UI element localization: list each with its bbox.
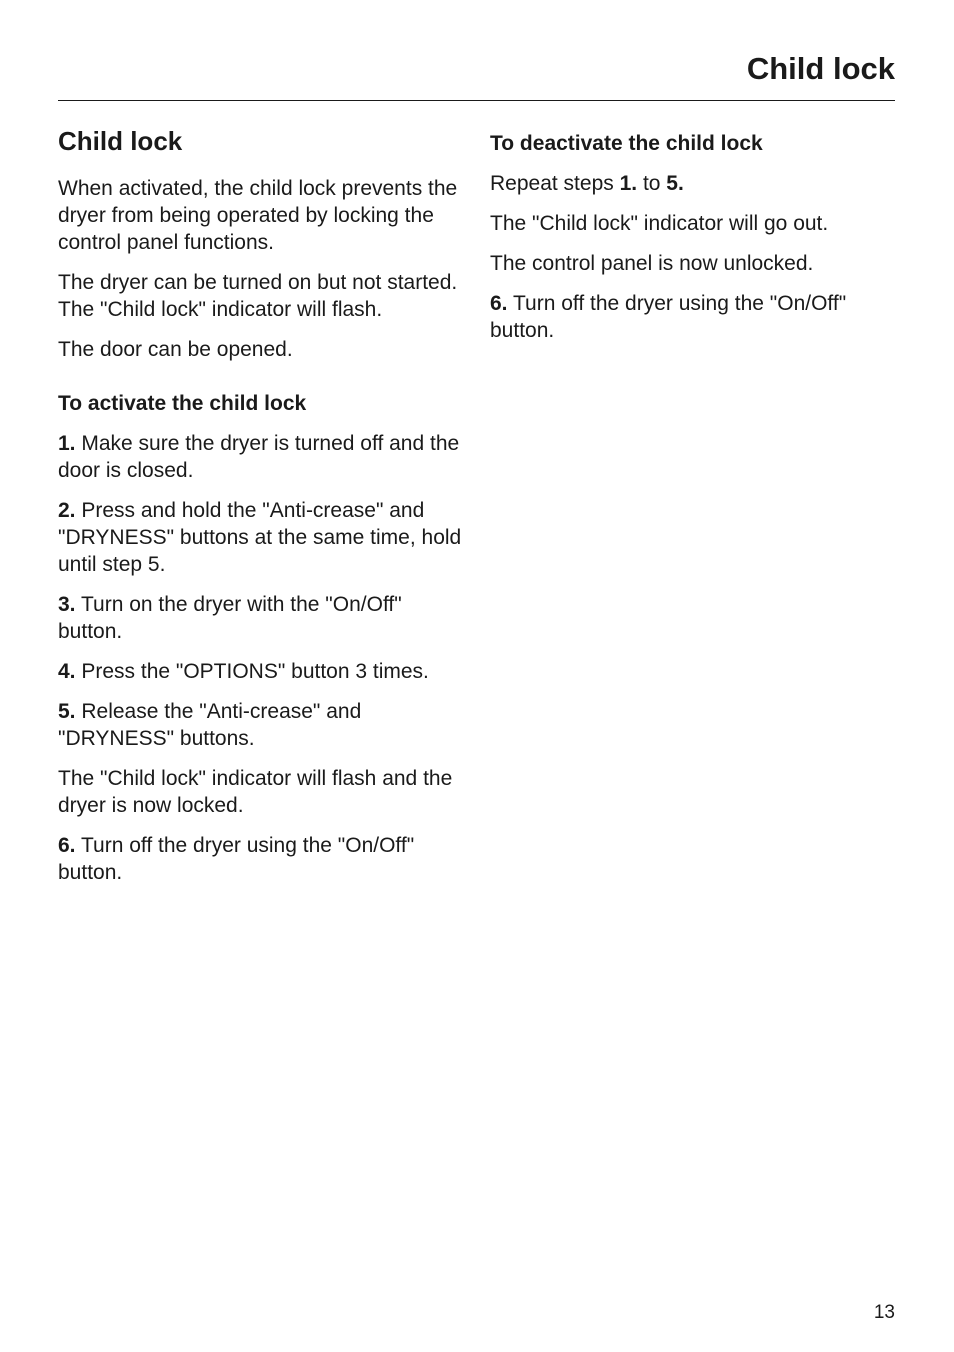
section-heading: Child lock: [58, 126, 183, 156]
deactivate-heading: To deactivate the child lock: [490, 132, 763, 155]
step-item: [58, 591, 468, 645]
step-item: [58, 698, 468, 752]
status-paragraph: The "Child lock" indicator will go out.: [490, 212, 829, 235]
step-item: [490, 290, 895, 344]
page-number: 13: [873, 1302, 895, 1323]
step-number: 6.: [58, 834, 76, 857]
header-divider: [58, 100, 895, 101]
step-number: 2.: [58, 499, 76, 522]
intro-paragraph: The dryer can be turned on but not started. The "Child lock" indicator will flash.: [58, 271, 458, 321]
repeat-steps-paragraph: [490, 170, 895, 197]
intro-paragraph: When activated, the child lock prevents the dryer from being operated by locking the control panel functions.: [58, 177, 458, 254]
step-number: 5.: [666, 172, 684, 195]
step-item: [58, 497, 468, 578]
step-text: Release the "Anti-crease" and "DRYNESS" buttons.: [58, 700, 362, 750]
step-item: [58, 832, 468, 886]
step-number: 5.: [58, 700, 76, 723]
step-text: Press the "OPTIONS" button 3 times.: [75, 660, 429, 683]
right-column: [490, 124, 895, 357]
step-number: 4.: [58, 660, 76, 683]
step-text: Turn off the dryer using the "On/Off" button.: [58, 834, 415, 884]
step-number: 3.: [58, 593, 76, 616]
step-number: 1.: [58, 432, 76, 455]
step-text: Turn off the dryer using the "On/Off" button.: [490, 292, 847, 342]
step-item: [58, 658, 468, 685]
step-text: Press and hold the "Anti-crease" and "DRYNESS" buttons at the same time, hold until step 5.: [58, 499, 462, 576]
step-number: 6.: [490, 292, 508, 315]
activate-heading: To activate the child lock: [58, 392, 307, 415]
step-number: 1.: [619, 172, 638, 195]
status-paragraph: The control panel is now unlocked.: [490, 252, 814, 275]
status-paragraph: The "Child lock" indicator will flash and the dryer is now locked.: [58, 767, 453, 817]
repeat-prefix: Repeat steps: [490, 172, 620, 195]
step-item: [58, 430, 468, 484]
page-header-title: Child lock: [746, 51, 895, 86]
step-text: Make sure the dryer is turned off and the door is closed.: [58, 432, 460, 482]
repeat-mid: to: [637, 172, 667, 195]
intro-paragraph: The door can be opened.: [58, 338, 293, 361]
step-text: Turn on the dryer with the "On/Off" button.: [58, 593, 402, 643]
left-column: [58, 124, 468, 899]
